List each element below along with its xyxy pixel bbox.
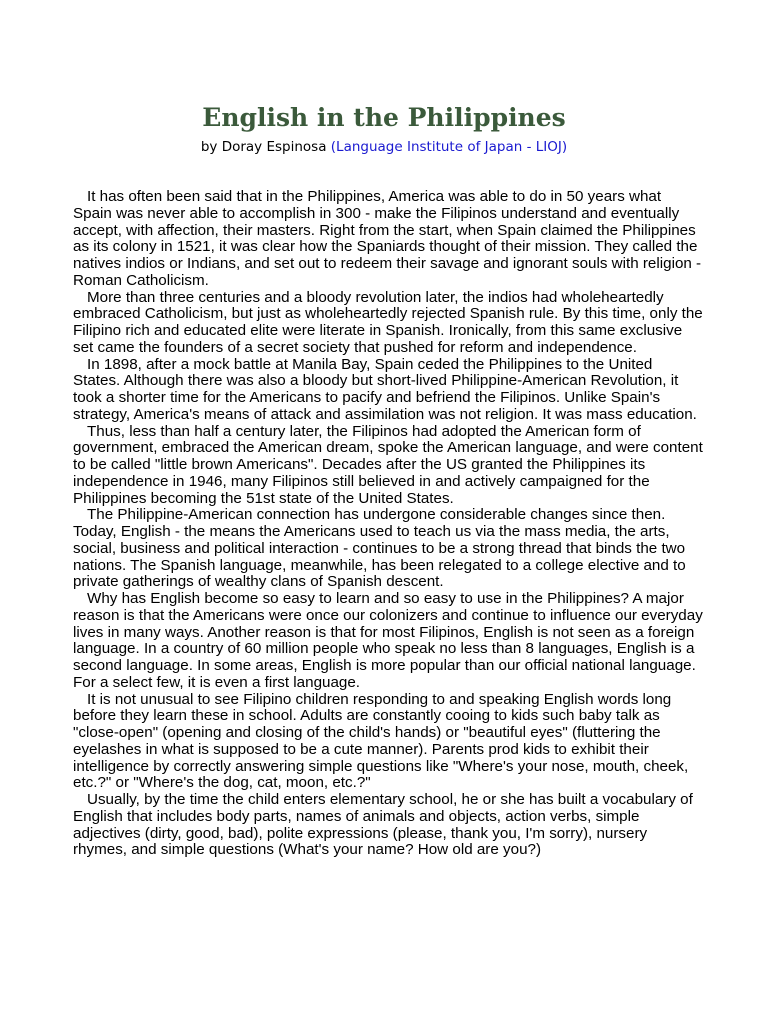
paragraph-4: Thus, less than half a century later, the Filipinos had adopted the American form of government, embraced the American dream, spoke the American language, and were content to be called "little brown Americans". Decades after the US granted the Philippines its independence in 1946, many Filipinos still believed in and actively campaigned for the Philippines becoming the 51st state of the United States. <box>73 422 703 507</box>
paragraph-7: It is not unusual to see Filipino children responding to and speaking English words long before they learn these in school. Adults are constantly cooing to kids such baby talk as "close-open" (opening and closing of the child's hands) or "beautiful eyes" (fluttering the eyelashes in what is supposed to be a cute manner). Parents prod kids to exhibit their intelligence by correctly answering simple questions like "Where's your nose, mouth, cheek, etc.?" or "Where's the dog, cat, moon, etc.?" <box>73 690 689 792</box>
paragraph-3: In 1898, after a mock battle at Manila Bay, Spain ceded the Philippines to the United States. Although there was also a bloody but short-lived Philippine-American Revolution, it took a shorter time for the Americans to pacify and befriend the Filipinos. Unlike Spain's strategy, America's means of attack and assimilation was not religion. It was mass education. <box>73 355 697 423</box>
paragraph-8: Usually, by the time the child enters elementary school, he or she has built a vocabulary of English that includes body parts, names of animals and objects, action verbs, simple adjectives (dirty, good, bad), polite expressions (please, thank you, I'm sorry), nursery rhymes, and simple questions (What's your name? How old are you?) <box>73 791 693 859</box>
byline <box>0 138 768 156</box>
byline-author: by Doray Espinosa <box>200 139 331 155</box>
article-body <box>73 189 703 859</box>
paragraph-5: The Philippine-American connection has undergone considerable changes since then. Today, English - the means the Americans used to teach us via the mass media, the arts, social, business and political interaction - continues to be a strong thread that binds the two nations. The Spanish language, meanwhile, has been relegated to a college elective and to private gatherings of wealthy clans of Spanish descent. <box>73 506 686 591</box>
byline-link-close-paren: ) <box>561 139 568 155</box>
byline-link-open-paren: ( <box>330 139 337 155</box>
paragraph-1: It has often been said that in the Philippines, America was able to do in 50 years what Spain was never able to accomplish in 300 - make the Filipinos understand and eventually accept, with affection, their masters. Right from the start, when Spain claimed the Philippines as its colony in 1521, it was clear how the Spaniards thought of their mission. They called the natives indios or Indians, and set out to redeem their savage and ignorant souls with religion - Roman Catholicism. <box>73 188 702 289</box>
paragraph-6: Why has English become so easy to learn and so easy to use in the Philippines? A major reason is that the Americans were once our colonizers and continue to influence our everyday lives in many ways. Another reason is that for most Filipinos, English is not seen as a foreign language. In a country of 60 million people who speak no less than 8 languages, English is a second language. In some areas, English is more popular than our official national language. For a select few, it is even a first language. <box>73 590 703 691</box>
page-title: English in the Philippines <box>202 103 566 132</box>
paragraph-2: More than three centuries and a bloody revolution later, the indios had wholeheartedly embraced Catholicism, but just as wholeheartedly rejected Spanish rule. By this time, only the Filipino rich and educated elite were literate in Spanish. Ironically, from this same exclusive set came the founders of a secret society that pushed for reform and independence. <box>73 288 703 356</box>
byline-organization-link[interactable]: Language Institute of Japan - LIOJ <box>336 139 562 155</box>
